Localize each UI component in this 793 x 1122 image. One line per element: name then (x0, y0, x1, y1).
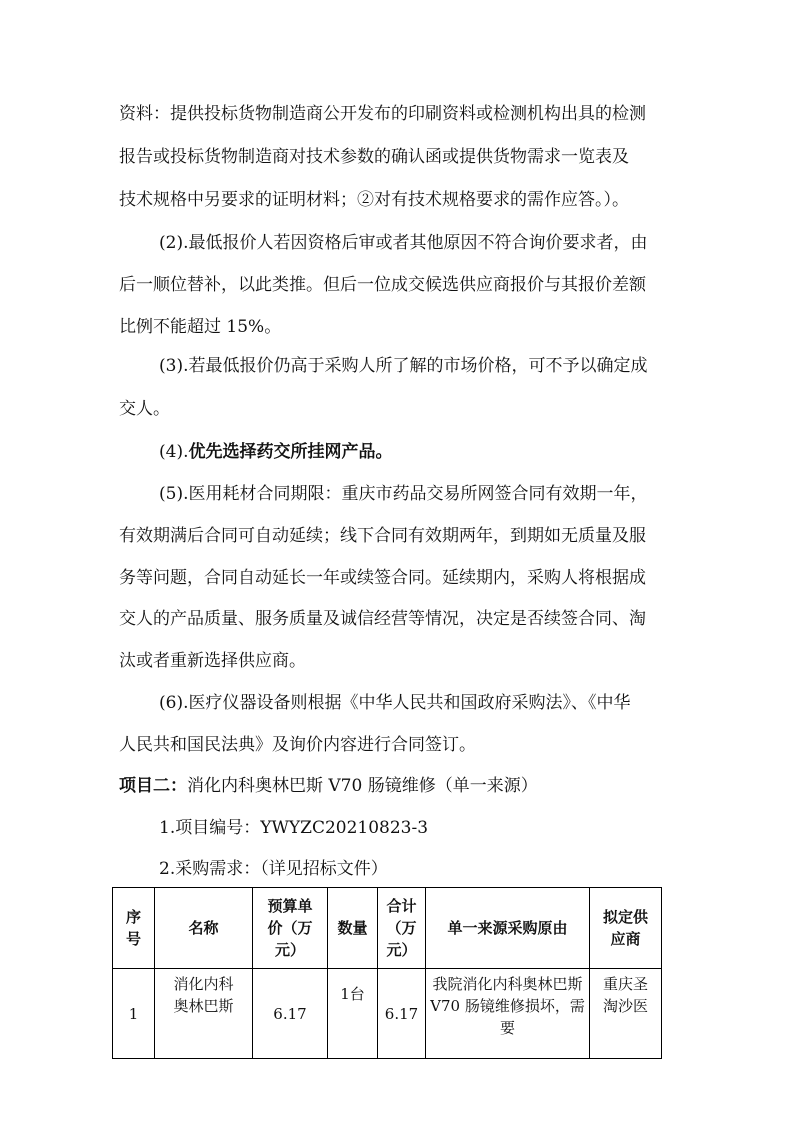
cell-reason (426, 969, 590, 1059)
paragraph-4-bold-text: 优先选择药交所挂网产品。 (188, 442, 393, 462)
table-header-row (113, 888, 662, 969)
paragraph-3-line-1: (3).若最低报价仍高于采购人所了解的市场价格，可不予以确定成 (159, 356, 648, 376)
header-budget-line-2: 价（万 (267, 919, 313, 937)
header-seq (113, 888, 155, 969)
paragraph-2-line-3: 比例不能超过 15%。 (119, 317, 282, 337)
paragraph-5-line-1: (5).医用耗材合同期限：重庆市药品交易所网签合同有效期一年， (159, 484, 648, 504)
paragraph-6-line-1: (6).医疗仪器设备则根据《中华人民共和国政府采购法》、《中华 (159, 693, 631, 713)
paragraph-1-line-2: 报告或投标货物制造商对技术参数的确认函或提供货物需求一览表及 (119, 147, 629, 167)
header-budget (253, 888, 328, 969)
project-title (119, 776, 679, 796)
paragraph-3-line-2: 交人。 (119, 399, 170, 419)
header-supplier (590, 888, 662, 969)
header-seq-line-2: 号 (125, 930, 141, 948)
header-total-line-1: 合计 (386, 897, 417, 915)
paragraph-1-line-1: 资料：提供投标货物制造商公开发布的印刷资料或检测机构出具的检测 (119, 104, 646, 124)
paragraph-5-line-4: 交人的产品质量、服务质量及诚信经营等情况，决定是否续签合同、淘 (119, 609, 646, 629)
project-title-label: 项目二： (119, 776, 187, 796)
paragraph-2-line-1: (2).最低报价人若因资格后审或者其他原因不符合询价要求者，由 (159, 233, 648, 253)
header-budget-line-1: 预算单 (267, 897, 313, 915)
header-total (378, 888, 426, 969)
cell-reason-line-1: 我院消化内科奥林巴斯 (432, 975, 583, 993)
cell-qty: 1台 (328, 969, 378, 1059)
header-total-line-2: （万 (386, 919, 417, 937)
header-name: 名称 (155, 888, 253, 969)
project-number: 1.项目编号：YWYZC20210823-3 (159, 818, 429, 838)
cell-name-line-1: 消化内科 (173, 975, 234, 993)
header-total-line-3: 元） (386, 941, 417, 959)
cell-budget: 6.17 (253, 969, 328, 1059)
paragraph-4-prefix: (4). (159, 442, 189, 462)
cell-supplier-line-2: 淘沙医 (602, 997, 648, 1015)
cell-supplier-line-1: 重庆圣 (602, 975, 648, 993)
paragraph-5-line-3: 务等问题，合同自动延长一年或续签合同。延续期内，采购人将根据成 (119, 568, 646, 588)
requirements-table (112, 887, 662, 1059)
header-qty: 数量 (328, 888, 378, 969)
paragraph-5-line-5: 汰或者重新选择供应商。 (119, 651, 306, 671)
header-budget-line-3: 元） (274, 941, 305, 959)
paragraph-6-line-2: 人民共和国民法典》及询价内容进行合同签订。 (119, 735, 476, 755)
paragraph-2-line-2: 后一顺位替补，以此类推。但后一位成交候选供应商报价与其报价差额 (119, 275, 646, 295)
cell-name-line-2: 奥林巴斯 (173, 997, 234, 1015)
paragraph-5-line-2: 有效期满后合同可自动延续；线下合同有效期两年，到期如无质量及服 (119, 526, 646, 546)
procurement-requirement: 2.采购需求：（详见招标文件） (159, 859, 388, 879)
header-seq-line-1: 序 (125, 908, 141, 926)
table-row (113, 969, 662, 1059)
cell-total: 6.17 (378, 969, 426, 1059)
header-supplier-line-2: 应商 (610, 930, 641, 948)
header-supplier-line-1: 拟定供 (602, 908, 648, 926)
cell-name (155, 969, 253, 1059)
cell-reason-line-2: V70 肠镜维修损坏，需要 (430, 997, 585, 1037)
cell-supplier (590, 969, 662, 1059)
paragraph-1-line-3: 技术规格中另要求的证明材料；②对有技术规格要求的需作应答。）。 (119, 190, 629, 210)
cell-seq: 1 (113, 969, 155, 1059)
paragraph-4 (159, 442, 719, 462)
header-reason: 单一来源采购原由 (426, 888, 590, 969)
project-title-text: 消化内科奥林巴斯 V70 肠镜维修（单一来源） (187, 776, 538, 796)
